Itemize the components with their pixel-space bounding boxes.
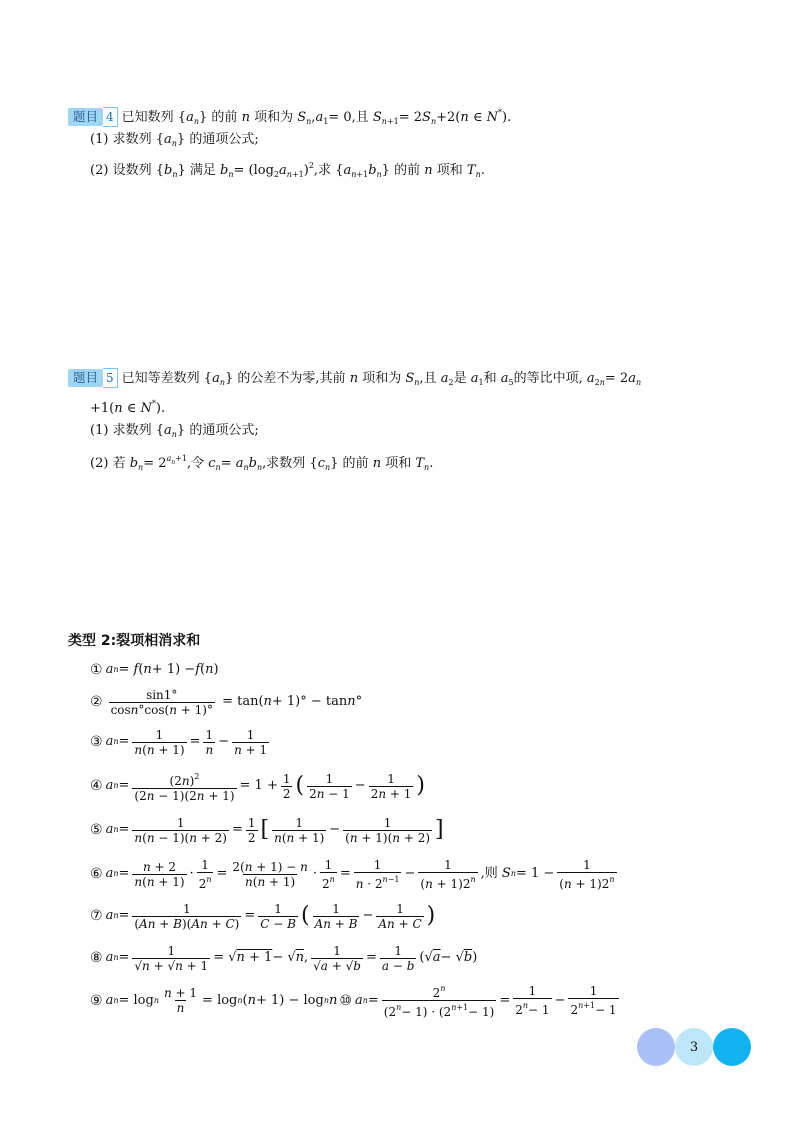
problem-5-stem-cont: +1(n ∈ N*).	[90, 399, 166, 416]
problem-4-part-2: (2) 设数列 $\{b_n\}$ 满足 $b_n= (\log_2a_{n+1})^2$,求 $\{a_{n+1}b_n\}$ 的前 n 项和 $T_n$.	[90, 161, 485, 179]
page-dot-left	[637, 1028, 675, 1066]
page-number: 3	[689, 1039, 699, 1055]
page-number-badge	[637, 1028, 753, 1068]
problem-5-part-1: (1) 求数列 $\{a_n\}$ 的通项公式;	[90, 423, 259, 439]
problem-badge: 题目	[68, 108, 103, 126]
problem-number: 5	[103, 368, 118, 388]
formula-4: ④ a n = $\frac{(2n)^2}{(2n - 1)(2n + 1)}$ = 1 + $\frac{1}{2}$ ( $\frac{1}{2n - 1}$ − $\frac{1}{2n + 1}$ )	[90, 771, 425, 803]
problem-4-stem: 题目 4 已知数列 $\{a_n\}$ 的前 n 项和为 $S_n,a_1= 0$,且 $S_{n+1}= 2S_n+2(n$ ∈ N*).	[68, 104, 511, 131]
section-title: 类型 2:裂项相消求和	[68, 633, 201, 649]
formula-8: ⑧ a n = $\frac{1}{√n + √n + 1}$ = √ n + 1 − √ n , $\frac{1}{√a + √b}$ = $\frac{1}{a - b}$ (√ a − √ b )	[90, 943, 478, 973]
page-dot-middle	[675, 1028, 713, 1066]
formula-6: ⑥ a n = $\frac{n + 2}{n(n + 1)}$ · $\frac{1}{2^n}$ = $\frac{2(n + 1) - n}{n(n + 1)}$ · $\frac{1}{2^n}$ = $\frac{1}{n \cdot 2^{n-1}}$ − $\frac{1}{(n + 1)2^n}$ , 则 S n = 1 − $\frac{1}{(n + 1)2^n}$	[90, 857, 615, 891]
formula-2: ② $\frac{\sin 1^\circ}{\cos n^\circ\cos(n + 1)^\circ}$ = tan( n + 1)° − tan n °	[90, 687, 363, 717]
problem-5-part-2: (2) 若 $b_n= 2^{a_n+1}$,令 $c_n= a_nb_n$,求数列 $\{c_n\}$ 的前 n 项和 $T_n$.	[90, 454, 434, 472]
formula-9-10: ⑨ a n = log n $\frac{n + 1}{n}$ = log n ( n + 1) − log n n ⑩ a n = $\frac{2^n}{(2^n- 1) \cdot (2^{n+1}- 1)}$ = $\frac{1}{2^n- 1}$ − $\frac{1}{2^{n+1}- 1}$	[90, 984, 617, 1019]
formula-5: ⑤ a n = $\frac{1}{n(n - 1)(n + 2)}$ = $\frac{1}{2}$ [ $\frac{1}{n(n + 1)}$ − $\frac{1}{(n + 1)(n + 2)}$ ]	[90, 815, 444, 845]
problem-4-part-1: (1) 求数列 $\{a_n\}$ 的通项公式;	[90, 132, 259, 148]
formula-1: ① a n = f ( n + 1) − f ( n )	[90, 662, 219, 678]
page-dot-right	[713, 1028, 751, 1066]
formula-3: ③ a n = $\frac{1}{n(n + 1)}$ = $\frac{1}{n}$ − $\frac{1}{n + 1}$	[90, 727, 268, 757]
formula-7: ⑦ a n = $\frac{1}{(An + B)(An + C)}$ = $\frac{1}{C - B}$ ( $\frac{1}{An + B}$ − $\frac{1}{An + C}$ )	[90, 901, 436, 931]
problem-badge: 题目	[68, 369, 103, 387]
problem-5-stem: 题目 5 已知等差数列 $\{a_n\}$ 的公差不为零,其前 n 项和为 $S_n$,且 $a_2$是 $a_1$和 $a_5$的等比中项, $a_{2n}= 2a_n$	[68, 368, 641, 392]
problem-number: 4	[103, 107, 118, 127]
